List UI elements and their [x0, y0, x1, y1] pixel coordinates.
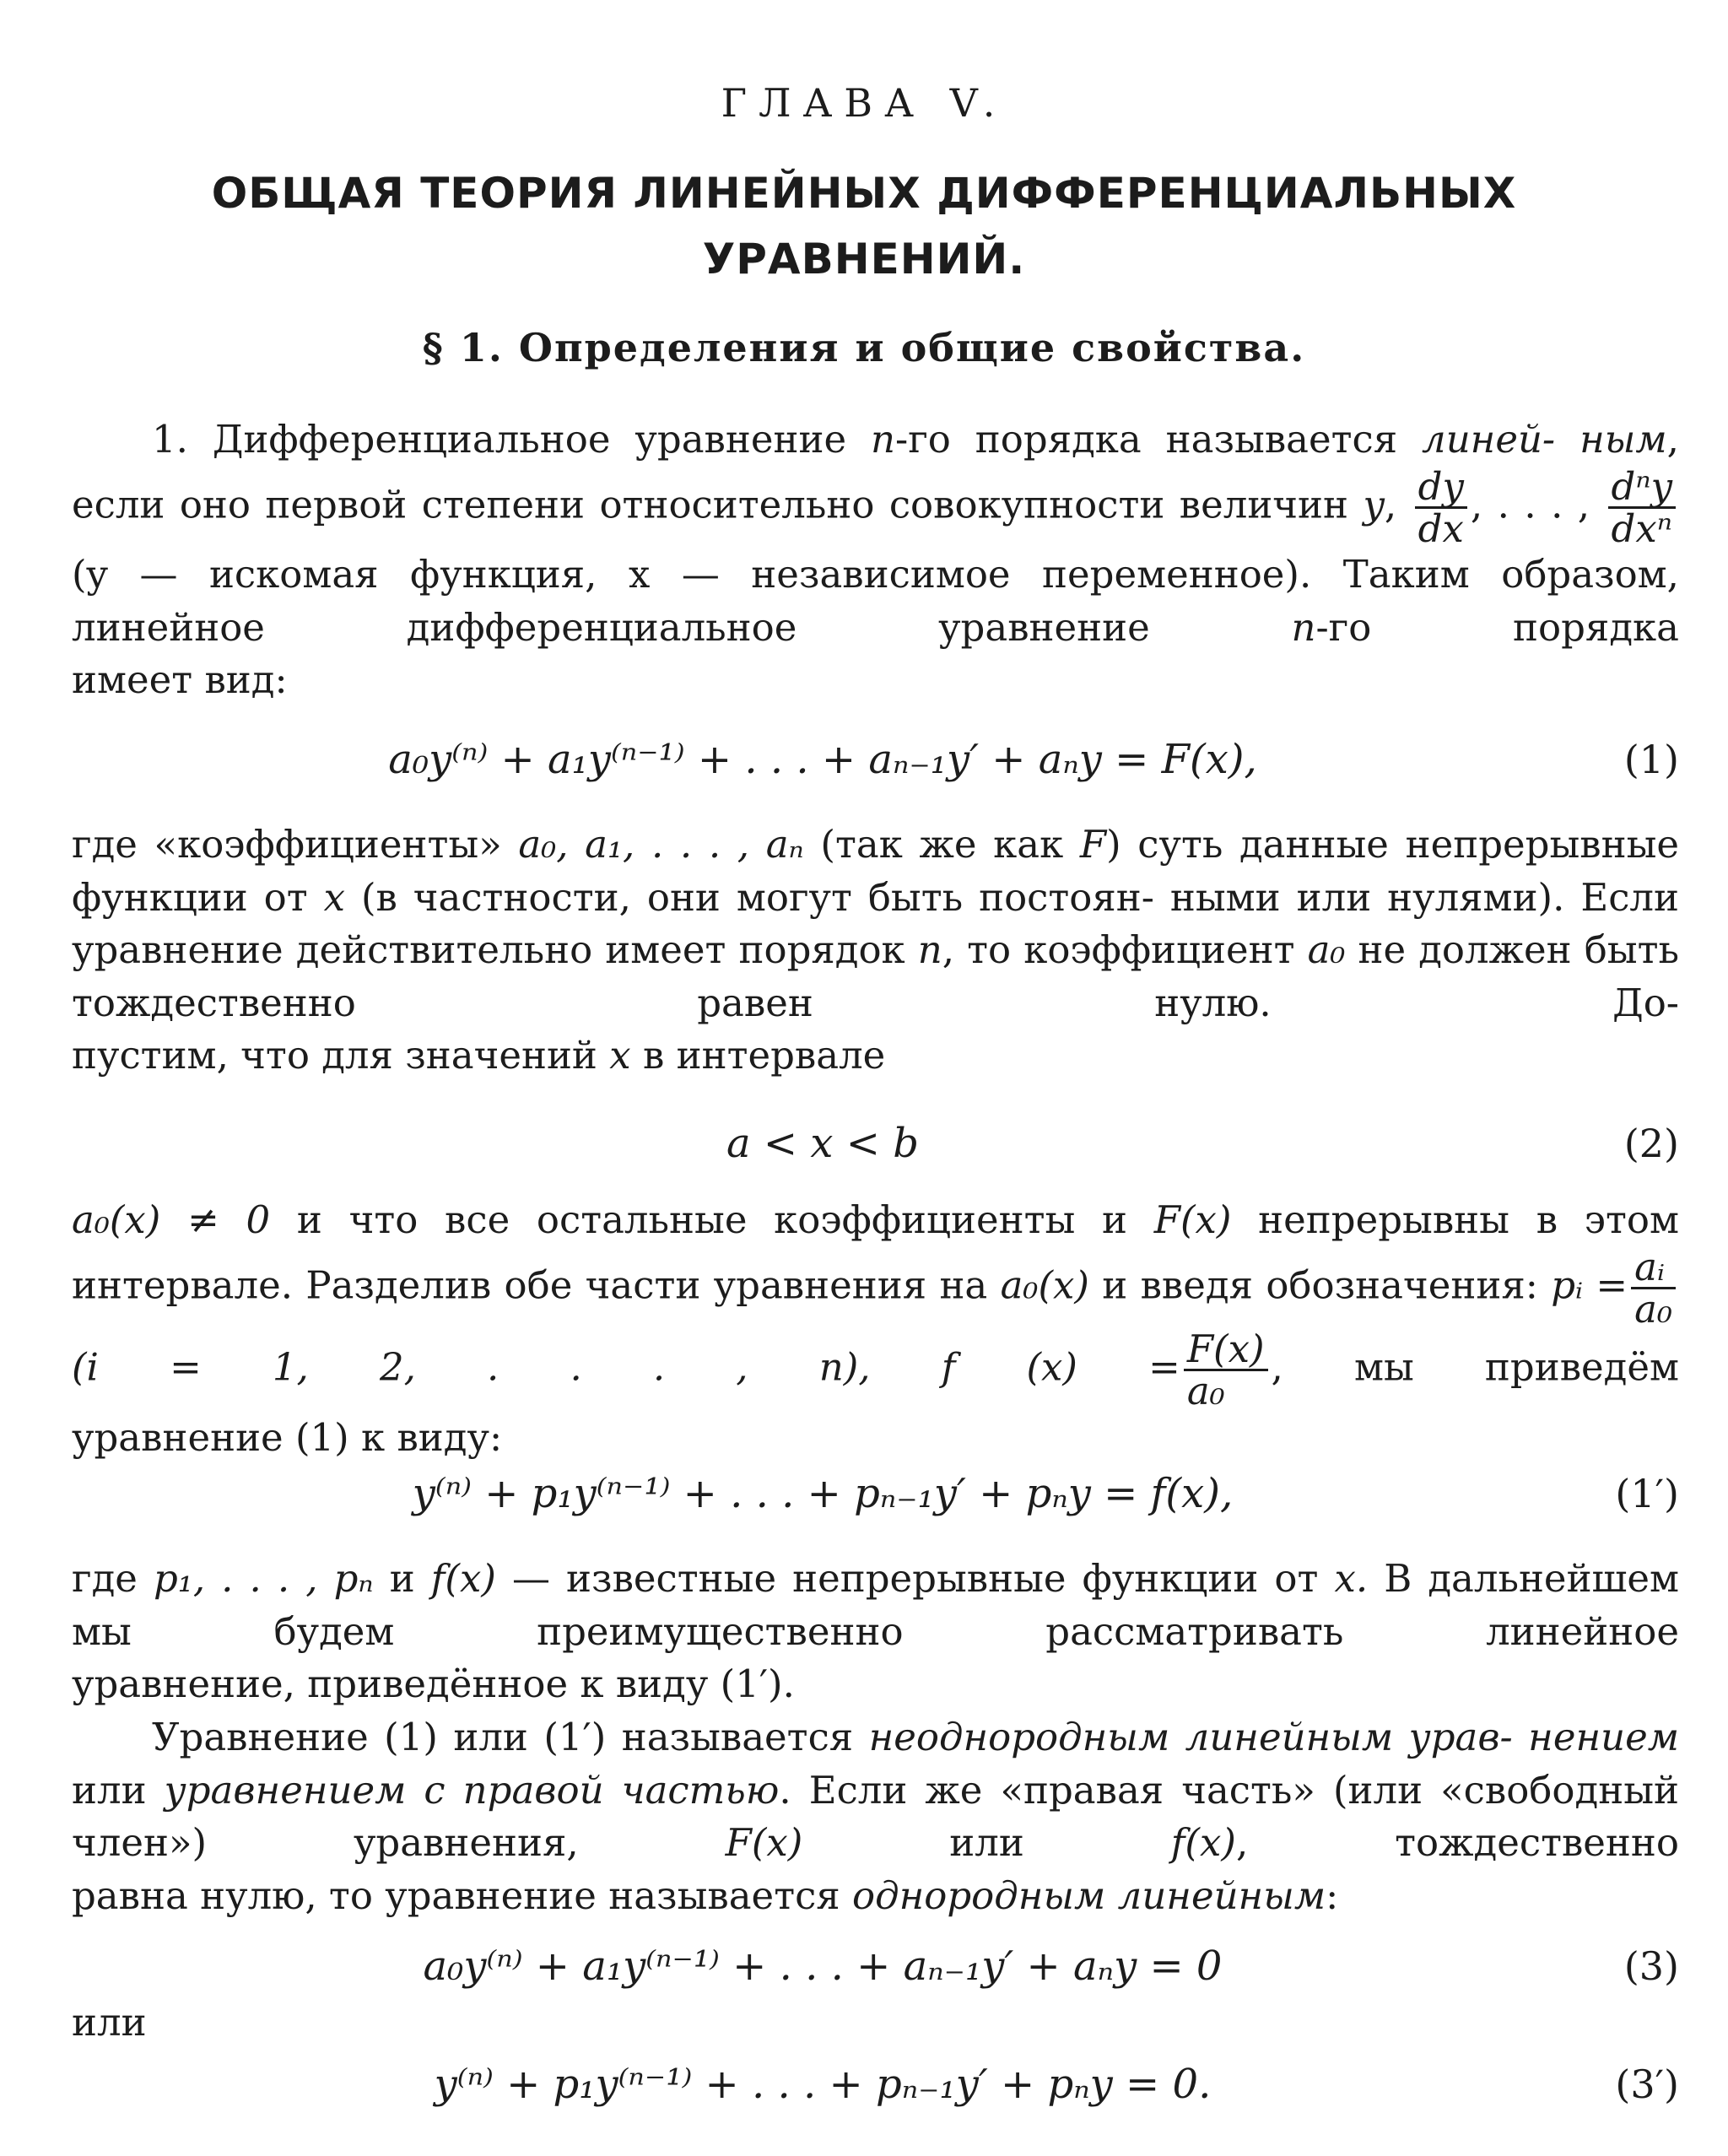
text: где	[72, 1556, 138, 1601]
math-fx: f(x)	[1170, 1820, 1236, 1865]
text: пустим, что для значений	[72, 1033, 597, 1078]
text: , тождественно	[1235, 1820, 1680, 1865]
text: уравнение, приведённое к виду (1′).	[72, 1662, 795, 1706]
paragraph-5-last-line	[72, 1870, 1679, 1923]
math-n: n	[871, 417, 896, 462]
chapter-title-line-1: ОБЩАЯ ТЕОРИЯ ЛИНЕЙНЫХ ДИФФЕРЕНЦИАЛЬНЫХ	[211, 169, 1517, 218]
equation-3-prime	[72, 2055, 1679, 2114]
fraction-Fx-a0: $\frac{F(x)}{\text{a₀}}$	[1184, 1329, 1268, 1412]
text: то коэффициент	[967, 927, 1295, 972]
math-Fx: F(x)	[725, 1820, 803, 1865]
paragraph-2-last-line	[72, 1029, 1679, 1083]
math-x: x.	[1334, 1556, 1369, 1601]
chapter-title	[0, 160, 1728, 292]
equation-expression: a < x < b	[726, 1120, 919, 1167]
text: равна нулю, то уравнение называется	[72, 1872, 840, 1918]
math-x: x	[323, 874, 345, 920]
text: , если оно первой степени относительно совокупности величин	[72, 417, 1679, 527]
text: :	[1326, 1872, 1339, 1918]
equation-expression: y⁽ⁿ⁾ + p₁y⁽ⁿ⁻¹⁾ + . . . + pₙ₋₁y′ + pₙy = 0.	[434, 2061, 1212, 2108]
text: ) суть данные	[1106, 822, 1389, 867]
term-homogeneous: однородным линейным	[852, 1872, 1326, 1918]
paragraph-3	[72, 1194, 1679, 1464]
section-heading: § 1. Определения и общие свойства.	[422, 325, 1306, 370]
equation-2	[72, 1114, 1679, 1173]
equation-expression: y⁽ⁿ⁾ + p₁y⁽ⁿ⁻¹⁾ + . . . + pₙ₋₁y′ + pₙy = f(x),	[412, 1470, 1234, 1517]
text: непрерывны	[1258, 1197, 1509, 1242]
text: . Если же «правая часть»	[779, 1767, 1315, 1813]
equation-1-prime	[72, 1464, 1679, 1523]
text: (в частности, они могут быть постоян-	[360, 874, 1154, 920]
fraction-dy-dx: $\frac{dy}{dx}$	[1415, 467, 1467, 549]
text: уравнение (1) к виду:	[72, 1414, 503, 1460]
equation-expression: a₀y⁽ⁿ⁾ + a₁y⁽ⁿ⁻¹⁾ + . . . + aₙ₋₁y′ + aₙy = 0	[423, 1943, 1223, 1990]
text: В дальнейшем мы будем преимущественно рассматривать линейное	[72, 1556, 1680, 1654]
text: не должен быть тождественно равен нулю. До-	[72, 927, 1679, 1025]
text: и введя	[1102, 1262, 1253, 1307]
math-coefficients: a₀, a₁, . . . , aₙ	[518, 822, 804, 867]
math-y: y	[1363, 481, 1385, 527]
paragraph-number: 1.	[152, 417, 188, 462]
text: и что все остальные коэффициенты и	[296, 1197, 1128, 1242]
paragraph-4	[72, 1553, 1679, 1711]
text: в этом интервале. Разделив обе части уравнения на	[72, 1197, 1679, 1307]
text: (или «свободный член») уравнения,	[72, 1767, 1680, 1865]
equation-number: (1′)	[1615, 1471, 1679, 1516]
math-pi: pᵢ =	[1551, 1262, 1628, 1307]
equation-3	[72, 1937, 1679, 1996]
paragraph-1: 1. Дифференциальное уравнение n-го порядка называется линей- ным, если оно первой степени относительно совокупности величин y, $\frac{dy}{dx}$ , . . . , $\frac{\text{dⁿy}}{\text{dxⁿ}}$ (y — искомая функция, x — независимое переменное). Таким образом, линейное дифференциальное уравнение n-го порядка имеет вид:	[72, 413, 1679, 707]
text: (y — искомая функция, x — независимое переменное).	[72, 552, 1312, 597]
fraction-dny-dxn: $\frac{\text{dⁿy}}{\text{dxⁿ}}$	[1608, 467, 1676, 549]
math-fx: f(x)	[430, 1556, 496, 1601]
text: Таким образом, линейное дифференциальное уравнение	[72, 552, 1679, 650]
math-n: n	[917, 927, 942, 972]
term-linear: линей-	[1422, 417, 1556, 462]
dots: , . . . ,	[1470, 481, 1590, 527]
equation-1	[72, 730, 1679, 789]
text: Дифференциальное уравнение	[212, 417, 847, 462]
term-right-part: уравнением с правой частью	[164, 1767, 780, 1813]
math-x: x	[609, 1033, 631, 1078]
text: — известные непрерывные функции от	[511, 1556, 1319, 1601]
term-inhomogeneous-end: нением	[1528, 1715, 1680, 1759]
math-fx: f (x) =	[941, 1344, 1180, 1390]
text: обозначения:	[1266, 1262, 1538, 1307]
equation-number: (1)	[1623, 737, 1679, 782]
term-linear-end: ным	[1580, 417, 1667, 462]
equation-number: (3)	[1623, 1943, 1679, 1989]
equation-expression: a₀y⁽ⁿ⁾ + a₁y⁽ⁿ⁻¹⁾ + . . . + aₙ₋₁y′ + aₙy = F(x),	[388, 736, 1257, 783]
text: или	[949, 1820, 1024, 1865]
text: и	[389, 1556, 415, 1601]
math-Fx: F(x)	[1153, 1197, 1232, 1242]
text: (так же как	[820, 822, 1064, 867]
text: где «коэффициенты»	[72, 822, 502, 867]
math-p-list: p₁, . . . , pₙ	[153, 1556, 374, 1601]
fraction-ai-a0: $\frac{\text{aᵢ}}{\text{a₀}}$	[1631, 1247, 1676, 1330]
text: или	[72, 1767, 147, 1813]
math-index-range: (i = 1, 2, . . . , n),	[72, 1344, 871, 1390]
text: Уравнение (1) или (1′) называется	[152, 1715, 854, 1759]
text: , мы приведём	[1271, 1344, 1679, 1390]
text: имеет вид:	[72, 657, 288, 702]
equation-number: (2)	[1623, 1121, 1679, 1166]
paragraph-5	[72, 1711, 1679, 1922]
math-a0x: a₀(x)	[1000, 1262, 1089, 1307]
math-a0-nonzero: a₀(x) ≠ 0	[72, 1197, 271, 1242]
text: непрерывные функции от	[72, 822, 1680, 920]
paragraph-2	[72, 819, 1679, 1083]
math-n: n	[1291, 604, 1316, 650]
text: ,	[942, 927, 955, 972]
text: -го порядка	[1315, 604, 1679, 650]
term-inhomogeneous: неоднородным линейным урав-	[868, 1715, 1513, 1759]
math-a0: a₀	[1307, 927, 1346, 972]
or-word: или	[72, 2000, 147, 2045]
chapter-title-line-2: УРАВНЕНИЙ.	[702, 235, 1026, 284]
text: в интервале	[642, 1033, 886, 1078]
text: ными или нулями). Если уравнение действительно имеет порядок	[72, 874, 1679, 972]
equation-number: (3′)	[1615, 2061, 1679, 2107]
math-F: F	[1079, 822, 1107, 867]
text: -го порядка называется	[895, 417, 1398, 462]
chapter-heading: ГЛАВА V.	[721, 80, 1007, 126]
